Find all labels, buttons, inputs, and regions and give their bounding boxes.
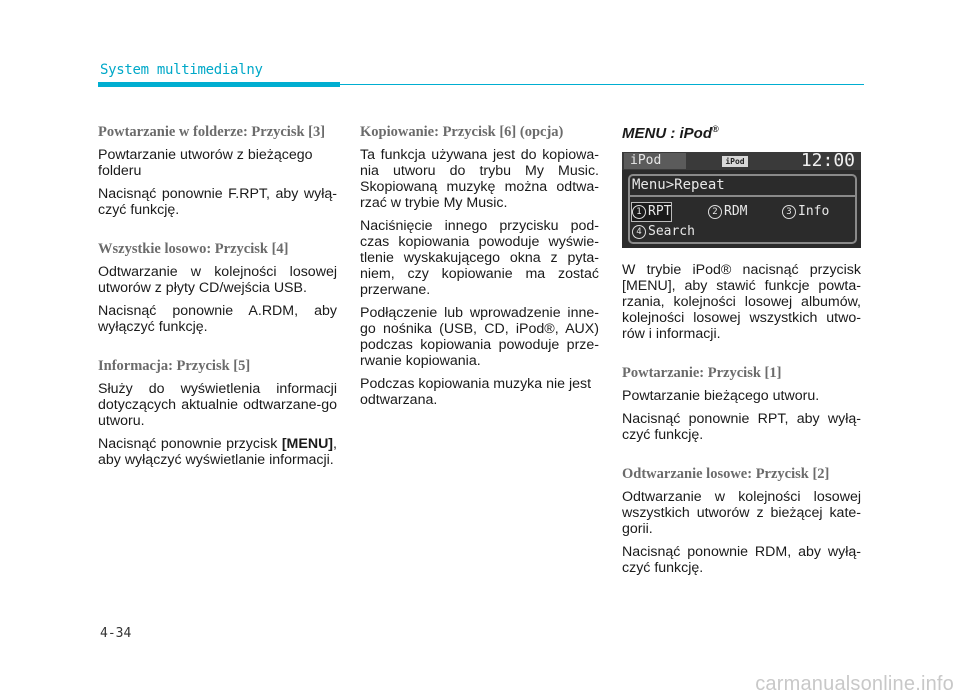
- paragraph: Naciśnięcie innego przycisku pod-czas kopiowania powoduje wyświe-tlenie wyskakującego okna z pyta-niem, czy kopiowanie ma zostać przerwane.: [360, 218, 599, 298]
- screen-tab-ipod: iPod: [624, 153, 686, 169]
- column-3: [622, 124, 861, 583]
- screen-option-rdm: 2 RDM: [708, 203, 747, 221]
- screen-divider: [630, 195, 855, 197]
- column-1: [98, 124, 337, 475]
- paragraph: Powtarzanie bieżącego utworu.: [622, 388, 820, 404]
- text-run: Nacisnąć ponownie przycisk: [98, 436, 278, 452]
- section-title: System multimedialny: [100, 62, 263, 78]
- heading-folder-repeat: Powtarzanie w folderze: Przycisk [3]: [98, 124, 326, 140]
- screen-option-rpt: 1 RPT: [632, 203, 671, 221]
- paragraph: Podczas kopiowania muzyka nie jest odtwarzana.: [360, 376, 592, 408]
- paragraph: Nacisnąć ponownie A.RDM, aby wyłączyć funkcję.: [98, 303, 337, 335]
- menu-ipod-title: MENU : iPod®: [622, 124, 719, 142]
- number-4-icon: 4: [632, 225, 646, 239]
- ipod-menu-screen: [622, 152, 861, 248]
- screen-option-info: 3 Info: [782, 203, 829, 221]
- paragraph: Nacisnąć ponownie RDM, aby wyłą-czyć funkcję.: [622, 544, 861, 576]
- number-1-icon: 1: [632, 205, 646, 219]
- paragraph: Służy do wyświetlenia informacji dotyczących aktualnie odtwarzane-go utworu.: [98, 381, 337, 429]
- screen-menu-path: Menu>Repeat: [632, 177, 725, 193]
- column-2: [360, 124, 599, 415]
- paragraph: Podłączenie lub wprowadzenie inne-go nośnika (USB, CD, iPod®, AUX) podczas kopiowania powoduje prze-rwanie kopiowania.: [360, 305, 599, 369]
- heading-all-random: Wszystkie losowo: Przycisk [4]: [98, 241, 289, 257]
- paragraph: Nacisnąć ponownie RPT, aby wyłą-czyć funkcję.: [622, 411, 861, 443]
- header-rule-thin: [340, 84, 864, 85]
- heading-random-play: Odtwarzanie losowe: Przycisk [2]: [622, 466, 830, 482]
- menu-key-label: [MENU]: [281, 436, 334, 452]
- screen-option-search: 4 Search: [632, 223, 695, 241]
- heading-information: Informacja: Przycisk [5]: [98, 358, 251, 374]
- paragraph: W trybie iPod® nacisnąć przycisk [MENU], aby stawić funkcje powta-rzania, kolejności losowej albumów, kolejności losowej wszystkich utwo-rów i informacji.: [622, 262, 861, 342]
- heading-repeat: Powtarzanie: Przycisk [1]: [622, 365, 782, 381]
- page-number: 4-34: [100, 626, 132, 641]
- heading-copy: Kopiowanie: Przycisk [6] (opcja): [360, 124, 564, 140]
- number-2-icon: 2: [708, 205, 722, 219]
- footer-watermark: carmanualsonline.info: [755, 673, 954, 695]
- paragraph: Odtwarzanie w kolejności losowej utworów z płyty CD/wejścia USB.: [98, 264, 337, 296]
- header-rule-thick: [98, 82, 340, 87]
- text-run: , aby wyłączyć wyświetlanie informacji.: [98, 436, 337, 468]
- number-3-icon: 3: [782, 205, 796, 219]
- screen-clock: 12:00: [800, 152, 855, 171]
- paragraph: Nacisnąć ponownie F.RPT, aby wyłą-czyć funkcję.: [98, 186, 337, 218]
- paragraph: Ta funkcja używana jest do kopiowa-nia utworu do trybu My Music. Skopiowaną muzykę można odtwa-rzać w trybie My Music.: [360, 147, 599, 211]
- paragraph: [98, 436, 337, 468]
- paragraph: Odtwarzanie w kolejności losowej wszystkich utworów z bieżącej kate-gorii.: [622, 489, 861, 537]
- paragraph: Powtarzanie utworów z bieżącego folderu: [98, 147, 313, 179]
- ipod-badge-icon: iPod: [722, 156, 748, 167]
